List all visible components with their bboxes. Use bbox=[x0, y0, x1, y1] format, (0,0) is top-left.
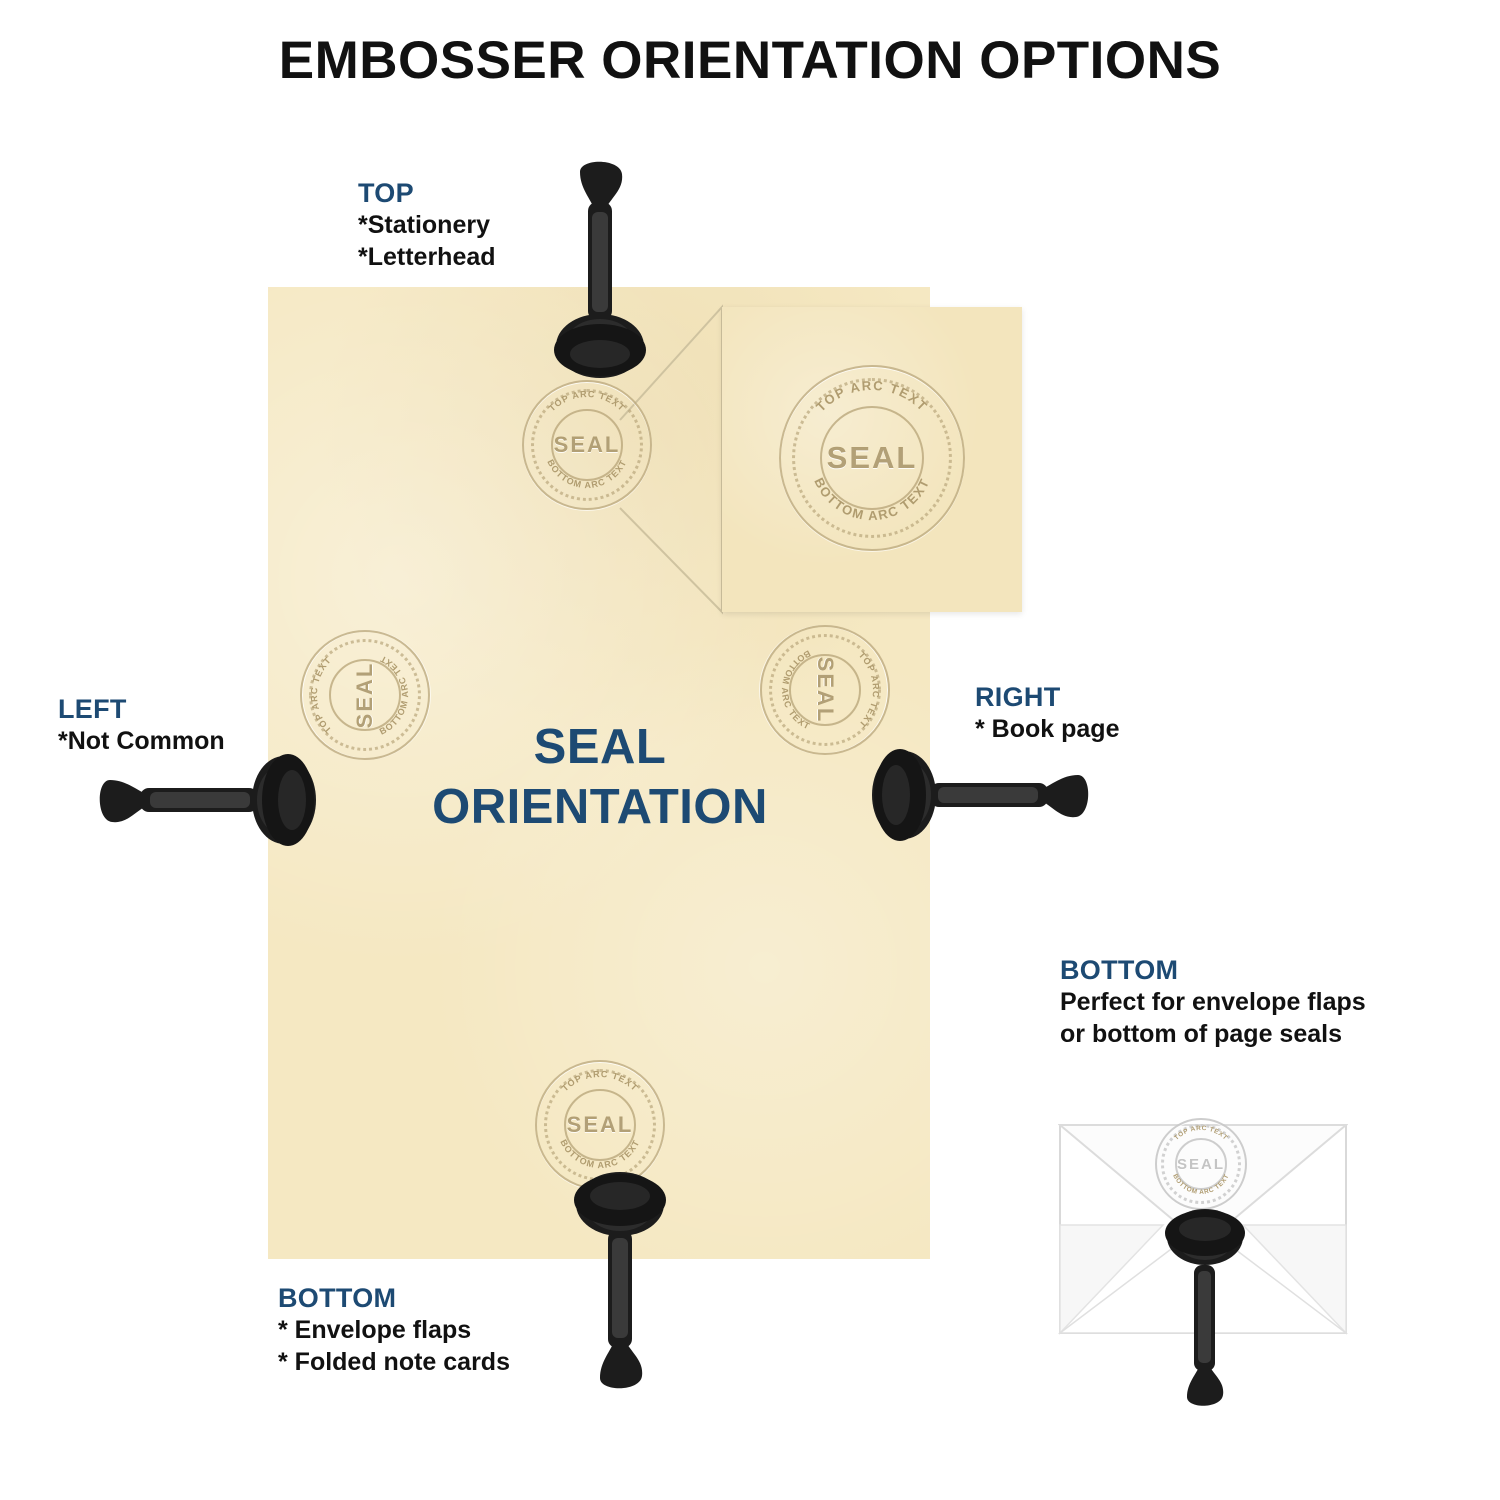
label-left-line1: *Not Common bbox=[58, 727, 225, 755]
svg-text:TOP ARC TEXT: TOP ARC TEXT bbox=[546, 388, 628, 414]
seal-center-text: SEAL bbox=[566, 1112, 634, 1137]
embosser-tool-right bbox=[840, 740, 1100, 850]
label-bottom-envelope-heading: BOTTOM bbox=[1060, 955, 1179, 985]
svg-text:BOTTOM ARC TEXT: BOTTOM ARC TEXT bbox=[1171, 1172, 1231, 1197]
label-right bbox=[975, 682, 1119, 745]
label-left bbox=[58, 694, 225, 757]
label-top-line2: *Letterhead bbox=[358, 243, 496, 271]
zoom-callout-panel bbox=[722, 307, 1022, 612]
label-bottom-line1: * Envelope flaps bbox=[278, 1316, 472, 1344]
center-caption-line1: SEAL bbox=[533, 720, 667, 774]
svg-text:BOTTOM ARC TEXT: BOTTOM ARC TEXT bbox=[811, 475, 933, 524]
label-top-heading: TOP bbox=[358, 178, 414, 208]
svg-text:TOP ARC TEXT: TOP ARC TEXT bbox=[308, 654, 334, 736]
label-top bbox=[358, 178, 496, 273]
label-top-line1: *Stationery bbox=[358, 211, 490, 239]
label-bottom-envelope bbox=[1060, 955, 1366, 1050]
svg-text:BOTTOM ARC TEXT: BOTTOM ARC TEXT bbox=[377, 653, 411, 737]
seal-center-text: SEAL bbox=[813, 656, 838, 724]
seal-center-text: SEAL bbox=[1176, 1155, 1225, 1173]
seal-impression-zoom bbox=[779, 365, 965, 551]
embosser-tool-envelope bbox=[1155, 1185, 1255, 1415]
embosser-tool-top bbox=[540, 150, 660, 400]
svg-text:BOTTOM ARC TEXT: BOTTOM ARC TEXT bbox=[545, 457, 629, 491]
label-bottom bbox=[278, 1283, 510, 1378]
center-caption bbox=[330, 718, 870, 838]
label-right-line1: * Book page bbox=[975, 715, 1120, 743]
svg-text:TOP ARC TEXT: TOP ARC TEXT bbox=[559, 1068, 641, 1094]
svg-text:TOP ARC TEXT: TOP ARC TEXT bbox=[856, 649, 882, 731]
svg-text:BOTTOM ARC TEXT: BOTTOM ARC TEXT bbox=[558, 1137, 642, 1171]
seal-center-text: SEAL bbox=[352, 661, 377, 729]
seal-center-text: SEAL bbox=[826, 440, 918, 475]
label-bottom-envelope-line2: or bottom of page seals bbox=[1060, 1020, 1342, 1048]
center-caption-line2: ORIENTATION bbox=[432, 779, 768, 834]
label-right-heading: RIGHT bbox=[975, 682, 1061, 712]
embosser-tool-left bbox=[88, 745, 348, 855]
seal-center-text: SEAL bbox=[553, 432, 621, 457]
svg-text:TOP ARC TEXT: TOP ARC TEXT bbox=[813, 377, 931, 415]
svg-text:BOTTOM ARC TEXT: BOTTOM ARC TEXT bbox=[779, 648, 813, 732]
label-bottom-heading: BOTTOM bbox=[278, 1283, 397, 1313]
label-bottom-line2: * Folded note cards bbox=[278, 1348, 510, 1376]
embosser-tool-bottom bbox=[560, 1150, 680, 1400]
svg-text:TOP ARC TEXT: TOP ARC TEXT bbox=[1173, 1124, 1229, 1142]
label-left-heading: LEFT bbox=[58, 694, 127, 724]
page-title: EMBOSSER ORIENTATION OPTIONS bbox=[278, 31, 1222, 90]
label-bottom-envelope-line1: Perfect for envelope flaps bbox=[1060, 988, 1366, 1016]
